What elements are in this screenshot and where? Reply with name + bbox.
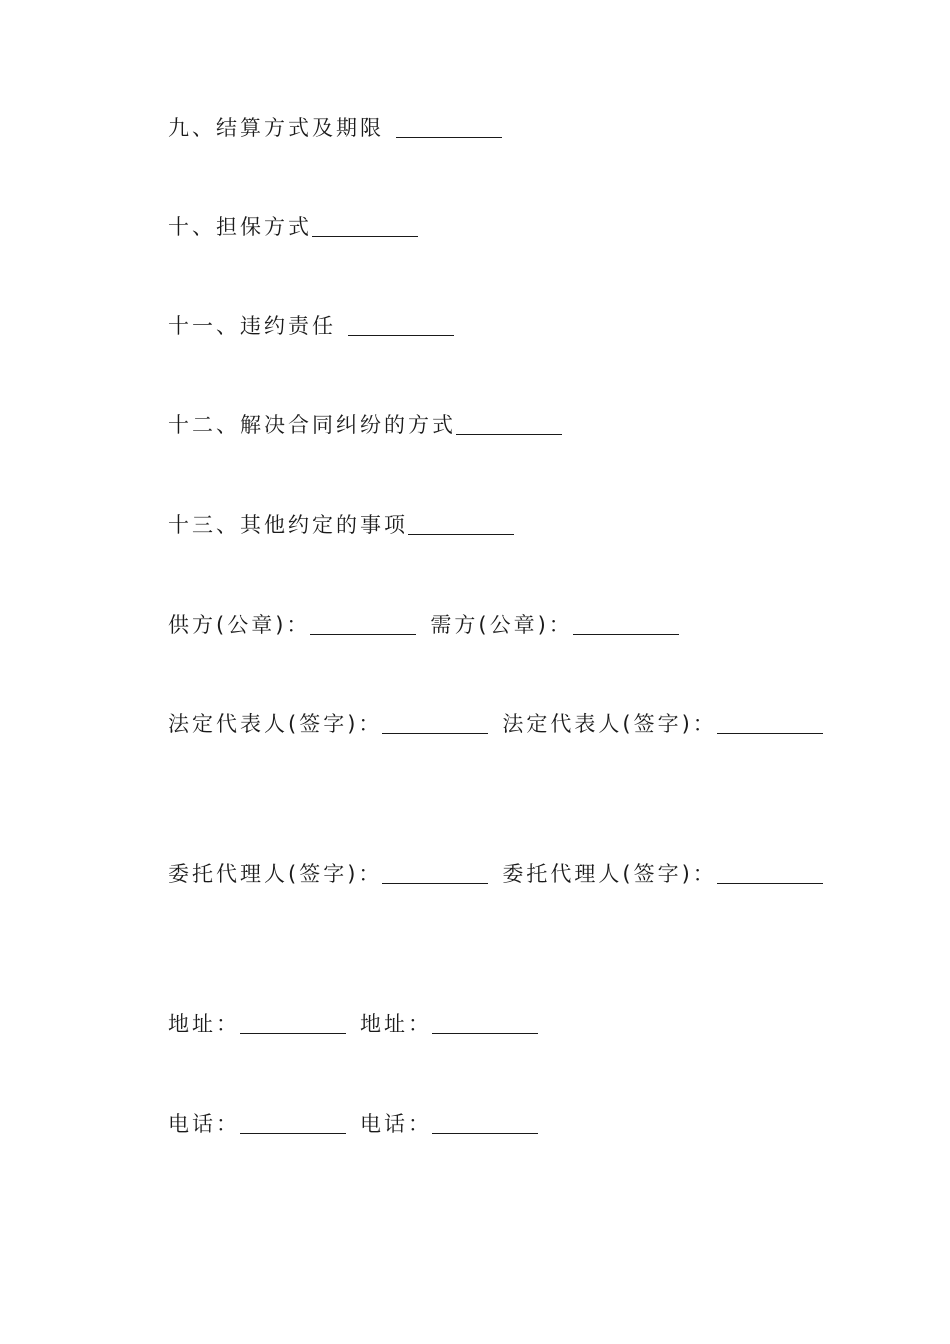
supplier-legal-rep-blank[interactable]	[382, 711, 488, 734]
phone-row	[168, 1109, 538, 1139]
buyer-phone-blank[interactable]	[432, 1111, 538, 1134]
buyer-address-blank[interactable]	[432, 1011, 538, 1034]
buyer-legal-rep-blank[interactable]	[717, 711, 823, 734]
buyer-address-label: 地址：	[360, 1012, 432, 1036]
clause-12	[168, 410, 562, 440]
clause-10-blank[interactable]	[312, 214, 418, 237]
buyer-phone-label: 电话：	[360, 1112, 432, 1136]
supplier-agent-blank[interactable]	[382, 861, 488, 884]
clause-12-blank[interactable]	[456, 412, 562, 435]
buyer-legal-rep-label: 法定代表人(签字)：	[502, 712, 717, 736]
supplier-seal-blank[interactable]	[310, 612, 416, 635]
clause-12-label: 十二、解决合同纠纷的方式	[168, 413, 456, 437]
supplier-address-blank[interactable]	[240, 1011, 346, 1034]
address-row	[168, 1009, 538, 1039]
clause-9	[168, 113, 502, 143]
clause-13	[168, 510, 514, 540]
supplier-address-label: 地址：	[168, 1012, 240, 1036]
clause-13-label: 十三、其他约定的事项	[168, 513, 408, 537]
clause-9-blank[interactable]	[396, 115, 502, 138]
supplier-agent-label: 委托代理人(签字)：	[168, 862, 383, 886]
clause-11	[168, 311, 454, 341]
clause-10-label: 十、担保方式	[168, 215, 312, 239]
buyer-agent-blank[interactable]	[717, 861, 823, 884]
supplier-seal-label: 供方(公章)：	[168, 613, 311, 637]
clause-13-blank[interactable]	[408, 512, 514, 535]
clause-11-blank[interactable]	[348, 313, 454, 336]
supplier-phone-label: 电话：	[168, 1112, 240, 1136]
clause-10	[168, 212, 418, 242]
supplier-legal-rep-label: 法定代表人(签字)：	[168, 712, 383, 736]
clause-11-label: 十一、违约责任	[168, 314, 336, 338]
agent-row	[168, 859, 823, 889]
clause-9-label: 九、结算方式及期限	[168, 116, 384, 140]
legal-rep-row	[168, 709, 823, 739]
buyer-agent-label: 委托代理人(签字)：	[502, 862, 717, 886]
seal-row	[168, 610, 679, 640]
buyer-seal-blank[interactable]	[573, 612, 679, 635]
buyer-seal-label: 需方(公章)：	[430, 613, 573, 637]
supplier-phone-blank[interactable]	[240, 1111, 346, 1134]
